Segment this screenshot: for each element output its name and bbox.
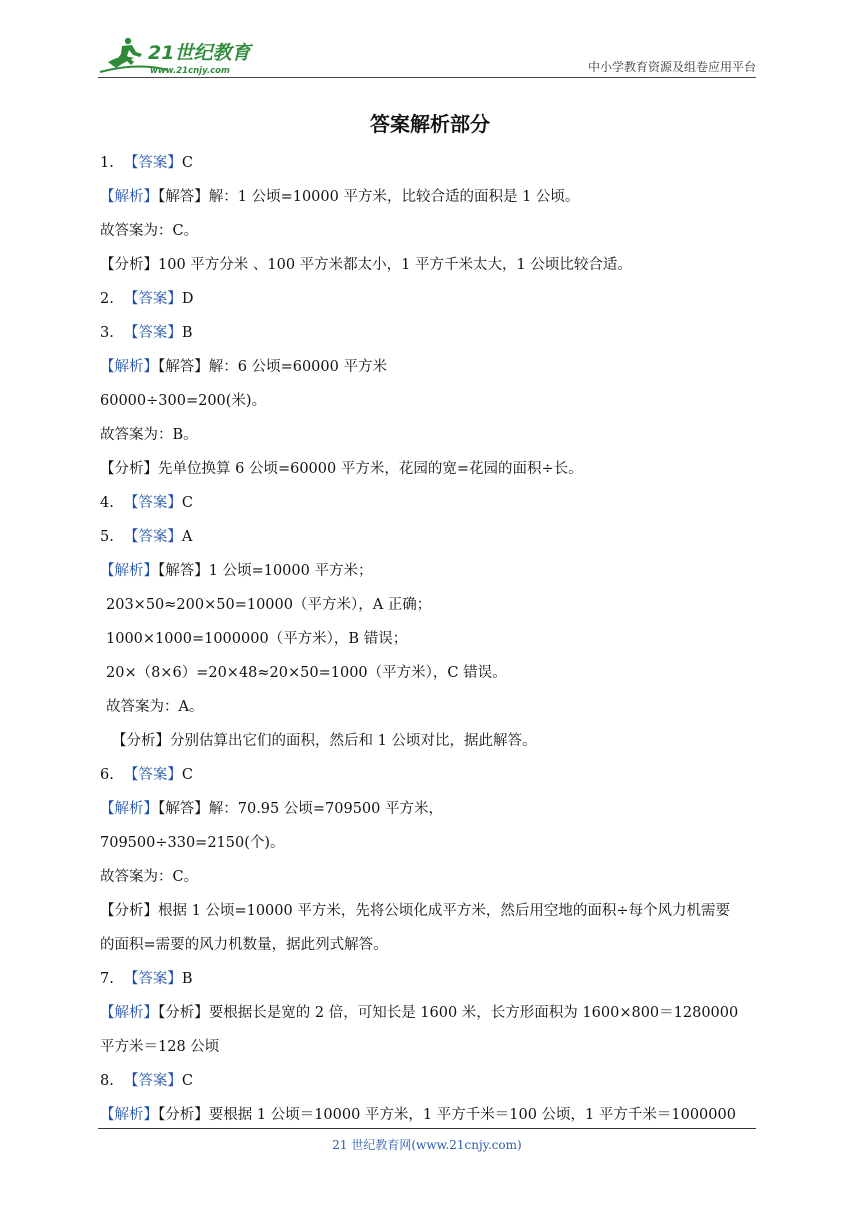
page-footer	[98, 1128, 756, 1153]
analysis-tag: 【解析】	[100, 801, 158, 817]
explanation-line	[100, 180, 758, 214]
answer-tag: 【答案】	[123, 1073, 182, 1089]
analysis-tag: 【解析】	[100, 1107, 158, 1123]
line-text: 【分析】100 平方分米 、100 平方米都太小，1 平方千米太大，1 公顷比较合适。	[100, 257, 632, 273]
page-header	[98, 30, 756, 78]
explanation-line	[100, 418, 758, 452]
answer-line	[100, 146, 758, 180]
explanation-line	[100, 690, 758, 724]
answer-content	[100, 146, 758, 1132]
line-text: 【分析】要根据 1 公顷＝10000 平方米，1 平方千米＝100 公顷，1 平方千米＝1000000	[158, 1107, 736, 1123]
explanation-line	[100, 860, 758, 894]
explanation-line	[100, 554, 758, 588]
explanation-line	[100, 622, 758, 656]
question-number: 6.	[100, 767, 114, 783]
question-number: 8.	[100, 1073, 114, 1089]
question-number: 3.	[100, 325, 114, 341]
answer-tag: 【答案】	[123, 971, 182, 987]
answer-line	[100, 316, 758, 350]
explanation-line	[100, 452, 758, 486]
line-text: C	[181, 495, 193, 511]
answer-line	[100, 520, 758, 554]
explanation-line	[100, 350, 758, 384]
logo-text: 21世纪教育	[148, 42, 251, 64]
answer-line	[100, 758, 758, 792]
explanation-line	[100, 214, 758, 248]
line-text: 故答案为：C。	[100, 223, 199, 239]
line-text: 【分析】分别估算出它们的面积，然后和 1 公顷对比，据此解答。	[112, 733, 537, 749]
answer-tag: 【答案】	[123, 291, 182, 307]
answer-tag: 【答案】	[123, 325, 182, 341]
line-text: 平方米＝128 公顷	[100, 1039, 220, 1055]
footer-divider	[98, 1128, 756, 1129]
line-text: 【分析】根据 1 公顷=10000 平方米，先将公顷化成平方米，然后用空地的面积÷每个风力机需要	[100, 903, 730, 919]
analysis-tag: 【解析】	[100, 563, 158, 579]
line-text: A	[181, 529, 193, 545]
line-text: 【解答】解：1 公顷=10000 平方米，比较合适的面积是 1 公顷。	[158, 189, 580, 205]
question-number: 7.	[100, 971, 114, 987]
line-text: 【解答】解：70.95 公顷=709500 平方米，	[158, 801, 443, 817]
line-text: C	[181, 1073, 193, 1089]
logo-21cnjy-icon	[98, 32, 268, 76]
line-text: 709500÷330=2150(个)。	[100, 835, 285, 851]
analysis-tag: 【解析】	[100, 359, 158, 375]
line-text: 故答案为：A。	[106, 699, 204, 715]
answer-tag: 【答案】	[123, 529, 182, 545]
header-divider	[98, 77, 756, 78]
explanation-line	[100, 792, 758, 826]
line-text: C	[181, 155, 193, 171]
question-number: 4.	[100, 495, 114, 511]
platform-name: 中小学教育资源及组卷应用平台	[587, 60, 756, 74]
explanation-line	[100, 894, 758, 928]
explanation-line	[100, 928, 758, 962]
explanation-line	[100, 248, 758, 282]
answer-line	[100, 282, 758, 316]
analysis-tag: 【解析】	[100, 1005, 158, 1021]
line-text: 1000×1000=1000000（平方米），B 错误；	[106, 631, 408, 647]
line-text: 故答案为：C。	[100, 869, 199, 885]
line-text: 【解答】1 公顷=10000 平方米；	[158, 563, 373, 579]
analysis-tag: 【解析】	[100, 189, 158, 205]
explanation-line	[100, 384, 758, 418]
line-text: C	[181, 767, 193, 783]
answer-line	[100, 962, 758, 996]
question-number: 5.	[100, 529, 114, 545]
page-title: 答案解析部分	[370, 112, 490, 136]
explanation-line	[100, 996, 758, 1030]
explanation-line	[100, 588, 758, 622]
line-text: 20×（8×6）=20×48≈20×50=1000（平方米），C 错误。	[106, 665, 507, 681]
answer-tag: 【答案】	[123, 495, 182, 511]
answer-tag: 【答案】	[123, 767, 182, 783]
line-text: 的面积=需要的风力机数量，据此列式解答。	[100, 937, 388, 953]
line-text: 故答案为：B。	[100, 427, 198, 443]
footer-link[interactable]: 21 世纪教育网(www.21cnjy.com)	[332, 1138, 522, 1152]
question-number: 2.	[100, 291, 114, 307]
line-text: B	[181, 971, 193, 987]
explanation-line	[100, 826, 758, 860]
line-text: 【解答】解：6 公顷=60000 平方米	[158, 359, 387, 375]
line-text: B	[181, 325, 193, 341]
explanation-line	[100, 1030, 758, 1064]
answer-line	[100, 486, 758, 520]
explanation-line	[100, 1098, 758, 1132]
line-text: 60000÷300=200(米)。	[100, 393, 267, 409]
explanation-line	[100, 656, 758, 690]
line-text: 203×50≈200×50=10000（平方米），A 正确；	[106, 597, 432, 613]
line-text: 【分析】要根据长是宽的 2 倍，可知长是 1600 米，长方形面积为 1600×800＝1280000	[158, 1005, 739, 1021]
line-text: 【分析】先单位换算 6 公顷=60000 平方米，花园的宽=花园的面积÷长。	[100, 461, 583, 477]
answer-tag: 【答案】	[123, 155, 182, 171]
logo-url: www.21cnjy.com	[150, 66, 230, 76]
answer-line	[100, 1064, 758, 1098]
question-number: 1.	[100, 155, 114, 171]
explanation-line	[100, 724, 758, 758]
line-text: D	[181, 291, 194, 307]
